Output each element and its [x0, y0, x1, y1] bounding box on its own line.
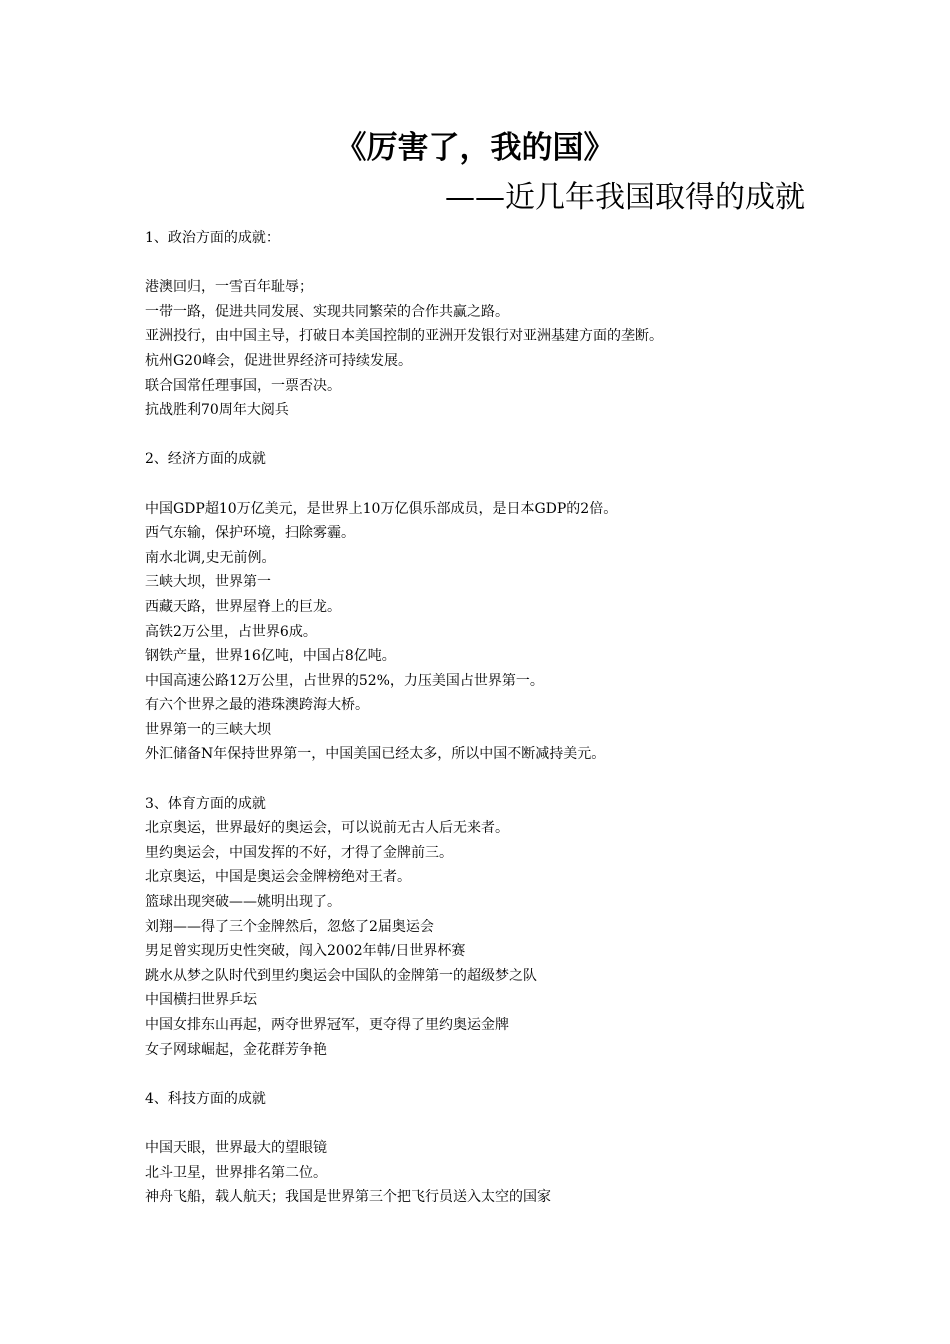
list-item: 北斗卫星，世界排名第二位。 [145, 1164, 327, 1181]
document-subtitle: ——近几年我国取得的成就 [445, 180, 805, 215]
section-heading: 4、科技方面的成就 [145, 1090, 266, 1107]
list-item: 有六个世界之最的港珠澳跨海大桥。 [145, 697, 369, 714]
list-item: 女子网球崛起，金花群芳争艳 [145, 1041, 327, 1058]
list-item: 世界第一的三峡大坝 [145, 721, 271, 738]
document-title: 《厉害了，我的国》 [335, 130, 615, 166]
section-heading: 1、政治方面的成就： [145, 230, 280, 246]
list-item: 中国女排东山再起，两夺世界冠军，更夺得了里约奥运金牌 [145, 1017, 509, 1033]
list-item: 南水北调,史无前例。 [145, 549, 276, 566]
list-item: 外汇储备N年保持世界第一，中国美国已经太多，所以中国不断减持美元。 [145, 746, 606, 763]
list-item: 北京奥运，中国是奥运会金牌榜绝对王者。 [145, 869, 411, 886]
section-heading: 2、经济方面的成就 [145, 451, 266, 468]
blank-line [145, 1111, 845, 1136]
list-item: 钢铁产量，世界16亿吨，中国占8亿吨。 [145, 648, 396, 665]
list-item: 中国GDP超10万亿美元，是世界上10万亿俱乐部成员，是日本GDP的2倍。 [145, 500, 618, 517]
list-item: 亚洲投行，由中国主导，打破日本美国控制的亚洲开发银行对亚洲基建方面的垄断。 [145, 328, 663, 345]
list-item: 高铁2万公里，占世界6成。 [145, 623, 317, 640]
list-item: 里约奥运会，中国发挥的不好，才得了金牌前三。 [145, 844, 453, 861]
list-item: 中国天眼，世界最大的望眼镜 [145, 1139, 327, 1156]
list-item: 三峡大坝，世界第一 [145, 574, 271, 591]
list-item: 男足曾实现历史性突破，闯入2002年韩/日世界杯赛 [145, 943, 466, 960]
blank-line [145, 423, 845, 448]
list-item: 北京奥运，世界最好的奥运会，可以说前无古人后无来者。 [145, 820, 509, 837]
list-item: 联合国常任理事国，一票否决。 [145, 377, 341, 394]
blank-line [145, 251, 845, 276]
list-item: 中国横扫世界乒坛 [145, 992, 257, 1009]
list-item: 刘翔——得了三个金牌然后，忽悠了2届奥运会 [145, 918, 434, 935]
blank-line [145, 1062, 845, 1087]
document-body [145, 226, 845, 1210]
list-item: 西气东输，保护环境，扫除雾霾。 [145, 525, 355, 542]
blank-line [145, 472, 845, 497]
list-item: 港澳回归，一雪百年耻辱； [145, 279, 313, 296]
list-item: 杭州G20峰会，促进世界经济可持续发展。 [145, 352, 412, 369]
list-item: 跳水从梦之队时代到里约奥运会中国队的金牌第一的超级梦之队 [145, 967, 537, 984]
list-item: 抗战胜利70周年大阅兵 [145, 402, 289, 419]
list-item: 一带一路，促进共同发展、实现共同繁荣的合作共赢之路。 [145, 303, 509, 320]
list-item: 篮球出现突破——姚明出现了。 [145, 894, 341, 911]
list-item: 神舟飞船，载人航天；我国是世界第三个把飞行员送入太空的国家 [145, 1189, 551, 1206]
list-item: 西藏天路，世界屋脊上的巨龙。 [145, 598, 341, 615]
list-item: 中国高速公路12万公里，占世界的52%，力压美国占世界第一。 [145, 672, 544, 689]
blank-line [145, 767, 845, 792]
section-heading: 3、体育方面的成就 [145, 795, 266, 812]
